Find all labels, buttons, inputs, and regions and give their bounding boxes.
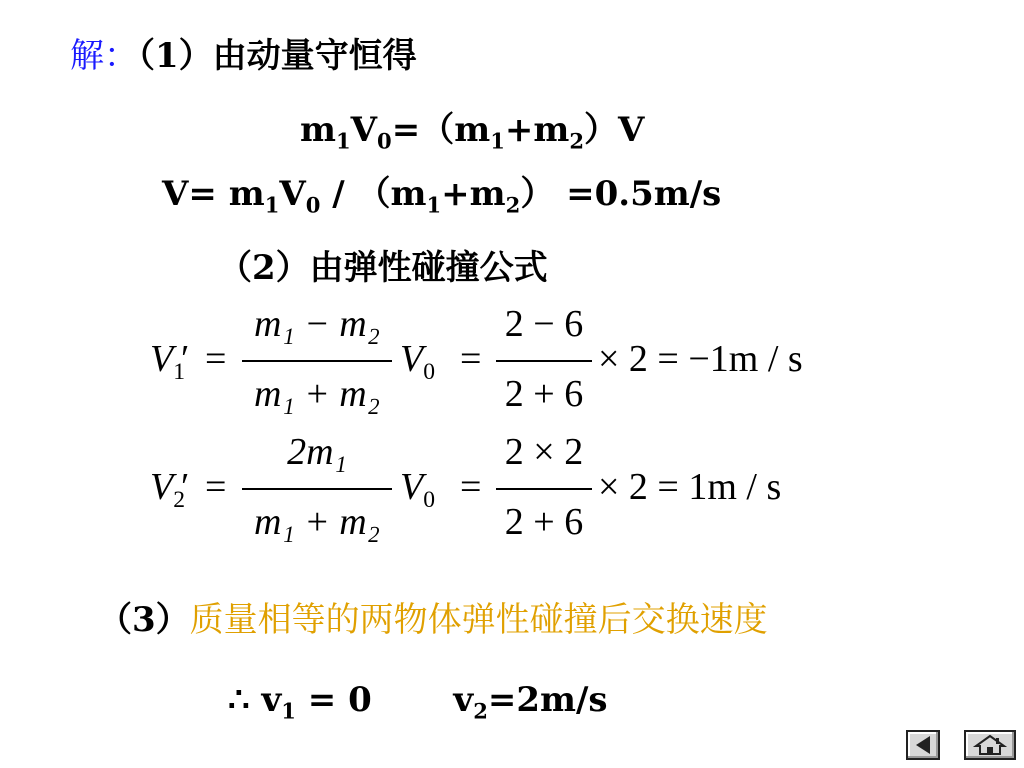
f1-denominator-1: m₁ + m₂	[254, 373, 380, 415]
part3-text: 质量相等的两物体弹性碰撞后交换速度	[189, 600, 768, 640]
eq2-c: / （m	[320, 174, 427, 214]
eq2-sub1b: 1	[426, 192, 442, 218]
eq2-a: V= m	[162, 174, 265, 214]
eq2-sub1: 1	[264, 192, 280, 218]
f1-numerator-2: 2 − 6	[504, 303, 584, 345]
conclusion-v1: ∴ v	[228, 680, 282, 720]
momentum-equation	[300, 102, 645, 154]
triangle-left-icon	[908, 732, 938, 758]
eq1-part-c: ）V	[584, 110, 645, 150]
eq1-sub1b: 1	[490, 128, 505, 154]
eq2-sub2: 2	[505, 192, 521, 218]
eq1-sub0: 0	[377, 128, 392, 154]
eq1-m: m	[300, 110, 336, 150]
f2-equals-2: =	[460, 466, 482, 508]
f1-equals-2: =	[460, 338, 482, 380]
conclusion-eq1: = 0	[295, 680, 372, 720]
part3-prefix: （3）	[98, 600, 190, 640]
conclusion-eq2: =2m/s	[487, 680, 608, 720]
solution-label: 解：	[70, 36, 138, 76]
conclusion-sub2: 2	[473, 698, 488, 724]
f1-v0: $V_0$	[400, 338, 435, 386]
f2-numerator-1: 2m₁	[287, 431, 347, 473]
formula-v2	[0, 428, 1024, 548]
f2-fraction-bar-2	[496, 488, 592, 490]
f1-denominator-2: 2 + 6	[504, 373, 584, 415]
eq1-part-a: =（m	[391, 110, 491, 150]
f2-tail: × 2 = 1m / s	[598, 466, 782, 508]
f1-fraction-bar-1	[242, 360, 392, 362]
home-icon	[966, 732, 1014, 758]
eq1-sub1: 1	[335, 128, 351, 154]
f1-lhs: $V_1'$	[150, 338, 190, 386]
eq1-part-b: +m	[504, 110, 570, 150]
f2-numerator-2: 2 × 2	[504, 431, 584, 473]
f2-equals: =	[205, 466, 227, 508]
eq2-b: V	[279, 174, 306, 214]
eq2-e: ） =0.5m/s	[520, 174, 722, 214]
back-button[interactable]	[906, 730, 940, 760]
f1-fraction-bar-2	[496, 360, 592, 362]
eq2-d: +m	[441, 174, 506, 214]
eq1-V: V	[350, 110, 378, 150]
eq2-sub0: 0	[305, 192, 321, 218]
f2-v0: $V_0$	[400, 466, 435, 514]
f2-denominator-1: m₁ + m₂	[254, 501, 380, 543]
eq1-sub2: 2	[569, 128, 584, 154]
part1-heading: （1）由动量守恒得	[138, 36, 417, 76]
f2-fraction-1	[242, 428, 392, 546]
conclusion-v2: v	[453, 680, 474, 720]
conclusion	[228, 680, 608, 724]
f2-denominator-2: 2 + 6	[504, 501, 584, 543]
f2-lhs: $V_2'$	[150, 466, 190, 514]
velocity-equation	[162, 166, 722, 218]
home-button[interactable]	[964, 730, 1016, 760]
part1-heading-row	[70, 28, 417, 77]
f1-fraction-2	[496, 300, 592, 418]
f1-numerator-1: m₁ − m₂	[254, 303, 380, 345]
f1-equals: =	[205, 338, 227, 380]
f2-fraction-2	[496, 428, 592, 546]
f1-fraction-1	[242, 300, 392, 418]
f1-tail: × 2 = −1m / s	[598, 338, 803, 380]
part3-row	[98, 592, 768, 641]
part2-heading: （2）由弹性碰撞公式	[218, 248, 548, 288]
formula-v1	[0, 300, 1024, 420]
conclusion-sub1: 1	[281, 698, 296, 724]
f2-fraction-bar-1	[242, 488, 392, 490]
